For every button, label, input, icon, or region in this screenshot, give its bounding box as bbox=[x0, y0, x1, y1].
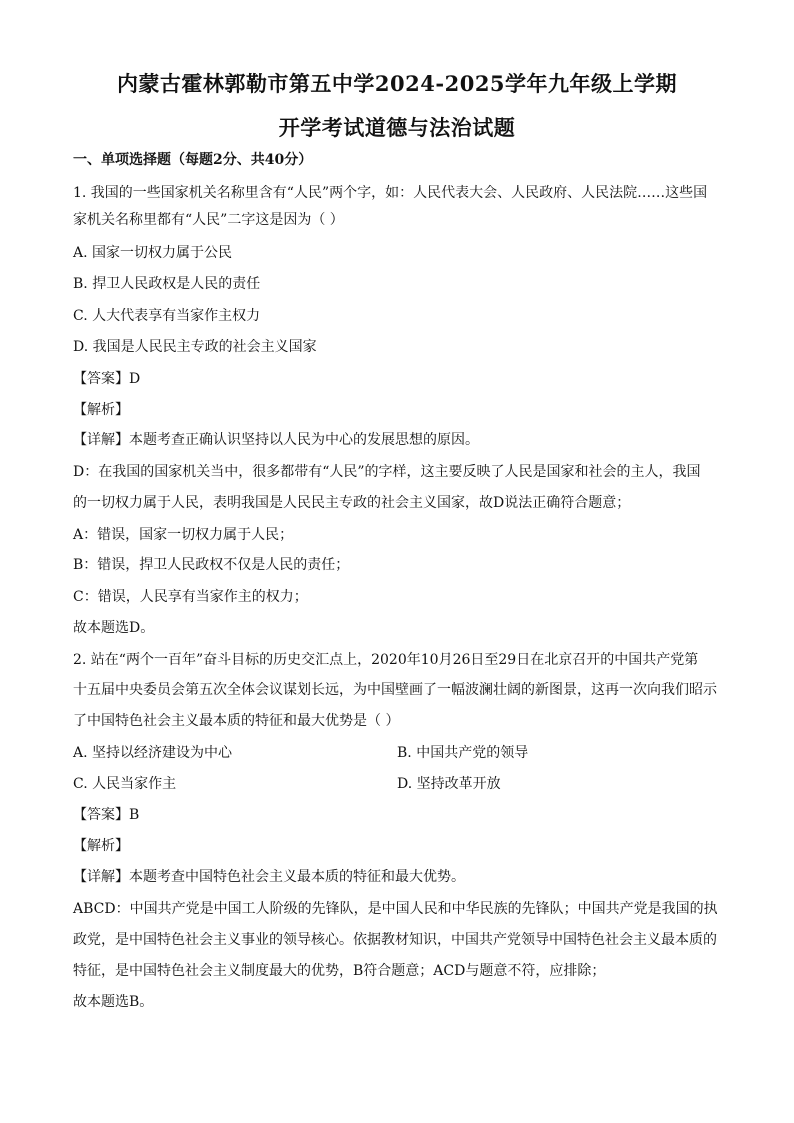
question-2-explanation-line-1: ABCD：中国共产党是中国工人阶级的先锋队，是中国人民和中华民族的先锋队；中国共产党是我国的执 bbox=[73, 901, 718, 917]
page-title: 内蒙古霍林郭勒市第五中学2024-2025学年九年级上学期 bbox=[116, 71, 678, 96]
question-2-explanation-line-3: 特征，是中国特色社会主义制度最大的优势，B符合题意；ACD与题意不符，应排除； bbox=[73, 963, 606, 979]
question-1-option-c: C. 人大代表享有当家作主权力 bbox=[73, 308, 261, 324]
question-1-option-a: A. 国家一切权力属于公民 bbox=[73, 245, 233, 261]
question-1-answer: 【答案】D bbox=[73, 371, 141, 387]
question-2-detail: 【详解】本题考查中国特色社会主义最本质的特征和最大优势。 bbox=[73, 869, 465, 885]
question-2-explanation-line-2: 政党，是中国特色社会主义事业的领导核心。依据教材知识，中国共产党领导中国特色社会主义最本质的 bbox=[73, 932, 717, 948]
question-1-stem-line-1: 1. 我国的一些国家机关名称里含有“人民”两个字，如：人民代表大会、人民政府、人民法院……这些国 bbox=[73, 185, 708, 201]
page-subtitle: 开学考试道德与法治试题 bbox=[278, 115, 516, 140]
question-1-explanation-d-line-2: 的一切权力属于人民，表明我国是人民民主专政的社会主义国家，故D说法正确符合题意； bbox=[73, 495, 631, 511]
question-1-analysis-label: 【解析】 bbox=[73, 402, 129, 418]
question-2-stem-line-1: 2. 站在“两个一百年”奋斗目标的历史交汇点上，2020年10月26日至29日在北京召开的中国共产党第 bbox=[73, 652, 699, 668]
section-heading: 一、单项选择题（每题2分、共40分） bbox=[73, 152, 313, 168]
question-2-option-c: C. 人民当家作主 bbox=[73, 776, 177, 792]
question-1-explanation-a: A：错误，国家一切权力属于人民； bbox=[73, 527, 294, 543]
question-2-option-d: D. 坚持改革开放 bbox=[397, 776, 501, 792]
question-1-stem-line-2: 家机关名称里都有“人民”二字这是因为（ ） bbox=[73, 212, 344, 228]
question-1-option-b: B. 捍卫人民政权是人民的责任 bbox=[73, 276, 261, 292]
question-2-option-b: B. 中国共产党的领导 bbox=[397, 745, 529, 761]
question-2-answer: 【答案】B bbox=[73, 807, 140, 823]
question-1-explanation-b: B：错误，捍卫人民政权不仅是人民的责任； bbox=[73, 557, 350, 573]
question-1-explanation-c: C：错误，人民享有当家作主的权力； bbox=[73, 589, 308, 605]
question-1-detail: 【详解】本题考查正确认识坚持以人民为中心的发展思想的原因。 bbox=[73, 432, 479, 448]
question-2-analysis-label: 【解析】 bbox=[73, 838, 129, 854]
question-2-conclusion: 故本题选B。 bbox=[73, 994, 154, 1010]
question-2-stem-line-3: 了中国特色社会主义最本质的特征和最大优势是（ ） bbox=[73, 713, 400, 729]
question-1-conclusion: 故本题选D。 bbox=[73, 620, 155, 636]
question-2-stem-line-2: 十五届中央委员会第五次全体会议谋划长远，为中国壁画了一幅波澜壮阔的新图景，这再一次向我们昭示 bbox=[73, 682, 717, 698]
question-1-explanation-d-line-1: D：在我国的国家机关当中，很多都带有“人民”的字样，这主要反映了人民是国家和社会的主人，我国 bbox=[73, 464, 701, 480]
question-1-option-d: D. 我国是人民民主专政的社会主义国家 bbox=[73, 339, 317, 355]
question-2-option-a: A. 坚持以经济建设为中心 bbox=[73, 745, 233, 761]
